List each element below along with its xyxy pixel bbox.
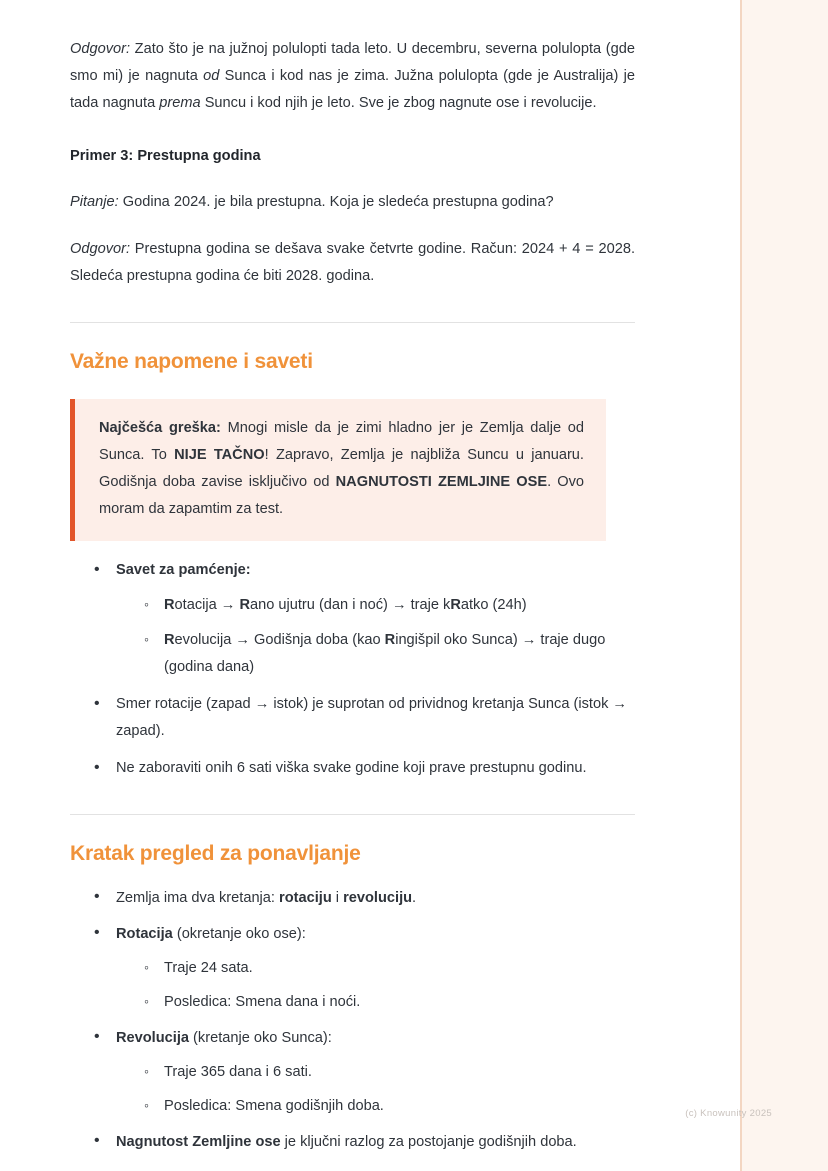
- emphasized-text: R: [239, 597, 250, 613]
- callout-text-2: ! Zapravo, Zemlja je najbliža Suncu u januaru. Godišnja doba zavise isključivo od: [99, 447, 584, 490]
- section-divider-1: [70, 322, 635, 323]
- footer-credit: (c) Knowunity 2025: [685, 1108, 772, 1119]
- answer-emphasis-od: od: [203, 68, 220, 84]
- callout-bold-2: NAGNUTOSTI ZEMLJINE OSE: [335, 474, 548, 490]
- review-sublist: [116, 1059, 635, 1119]
- right-decorative-stripe: [742, 0, 828, 1171]
- list-item: [144, 592, 635, 619]
- answer-emphasis-prema: prema: [159, 95, 201, 111]
- plain-text: i: [331, 890, 344, 906]
- answer-paragraph-3: [70, 236, 635, 290]
- plain-text: (okretanje oko ose):: [172, 926, 306, 942]
- list-item: [94, 885, 635, 911]
- list-item: [94, 921, 635, 1015]
- list-item: ◦ Traje 24 sata.: [144, 955, 635, 981]
- list-item: • Smer rotacije (zapad → istok) je suprotan od prividnog kretanja Sunca (istok → zapad).: [94, 691, 635, 745]
- notes-bullet-list: [70, 557, 635, 782]
- list-item: [94, 1025, 635, 1119]
- list-item: [94, 557, 635, 681]
- plain-text: ano ujutru (dan i noć) → traje k: [249, 597, 451, 613]
- document-content: [70, 0, 635, 1155]
- callout-text-1: Mnogi misle da je zimi hladno jer je Zemlja dalje od Sunca. To: [99, 420, 584, 463]
- plain-text: atko (24h): [460, 597, 527, 613]
- tip-sublist: [116, 592, 635, 681]
- right-stripe-divider: [740, 0, 742, 1171]
- emphasized-text: Rotacija: [116, 926, 173, 942]
- plain-text: .: [412, 890, 417, 906]
- callout-lead: Najčešća greška:: [99, 420, 221, 436]
- emphasized-text: Nagnutost Zemljine ose: [116, 1134, 281, 1150]
- list-item: ◦ Traje 365 dana i 6 sati.: [144, 1059, 635, 1085]
- warning-callout: [70, 399, 606, 541]
- plain-text: je ključni razlog za postojanje godišnjih doba.: [280, 1134, 577, 1150]
- plain-text: Zemlja ima dva kretanja:: [116, 890, 280, 906]
- answer-paragraph-2: [70, 36, 635, 117]
- callout-text-3: . Ovo moram da zapamtim za test.: [99, 474, 585, 517]
- emphasized-text: R: [450, 597, 461, 613]
- section-title-review: Kratak pregled za ponavljanje: [70, 842, 361, 865]
- answer-label-3: Odgovor:: [70, 241, 131, 257]
- review-sublist: [116, 955, 635, 1015]
- plain-text: ingišpil oko Sunca) → traje dugo (godina dana): [164, 632, 606, 675]
- emphasized-text: R: [164, 632, 175, 648]
- section-title-notes: Važne napomene i saveti: [70, 350, 313, 373]
- answer-text-part-1: Zato što je na južnoj polulopti tada leto. U decembru, severna polulopta (gde smo mi) je nagnuta: [70, 41, 635, 84]
- callout-paragraph: [99, 415, 584, 523]
- plain-text: evolucija → Godišnja doba (kao: [174, 632, 385, 648]
- review-bullet-list: [70, 885, 635, 1155]
- emphasized-text: R: [384, 632, 396, 648]
- example-3-heading: Primer 3: Prestupna godina: [70, 148, 261, 164]
- list-item: ◦ Posledica: Smena dana i noći.: [144, 989, 635, 1015]
- tip-heading: Savet za pamćenje:: [116, 562, 251, 578]
- plain-text: otacija →: [174, 597, 240, 613]
- emphasized-text: Revolucija: [116, 1030, 189, 1046]
- question-text: Godina 2024. je bila prestupna. Koja je sledeća prestupna godina?: [118, 194, 554, 210]
- callout-bold-1: NIJE TAČNO: [174, 447, 265, 463]
- list-item: • Ne zaboraviti onih 6 sati viška svake godine koji prave prestupnu godinu.: [94, 755, 635, 782]
- answer-text-3: Prestupna godina se dešava svake četvrte godine. Račun: 2024 + 4 = 2028. Sledeća prestupna godina će biti 2028. godina.: [70, 241, 635, 284]
- emphasized-text: rotaciju: [279, 890, 332, 906]
- section-divider-2: [70, 814, 635, 815]
- answer-text-part-2: Sunca i kod nas je zima. Južna polulopta (gde je Australija) je tada nagnuta: [70, 68, 635, 111]
- list-item: ◦ Posledica: Smena godišnjih doba.: [144, 1093, 635, 1119]
- emphasized-text: R: [164, 597, 175, 613]
- emphasized-text: revoluciju: [343, 890, 413, 906]
- list-item: [144, 627, 635, 681]
- question-paragraph-3: [70, 189, 635, 216]
- list-item: [94, 1129, 635, 1155]
- question-label: Pitanje:: [70, 194, 119, 210]
- plain-text: (kretanje oko Sunca):: [189, 1030, 332, 1046]
- answer-text-part-3: Suncu i kod njih je leto. Sve je zbog nagnute ose i revolucije.: [200, 95, 597, 111]
- answer-label: Odgovor:: [70, 41, 131, 57]
